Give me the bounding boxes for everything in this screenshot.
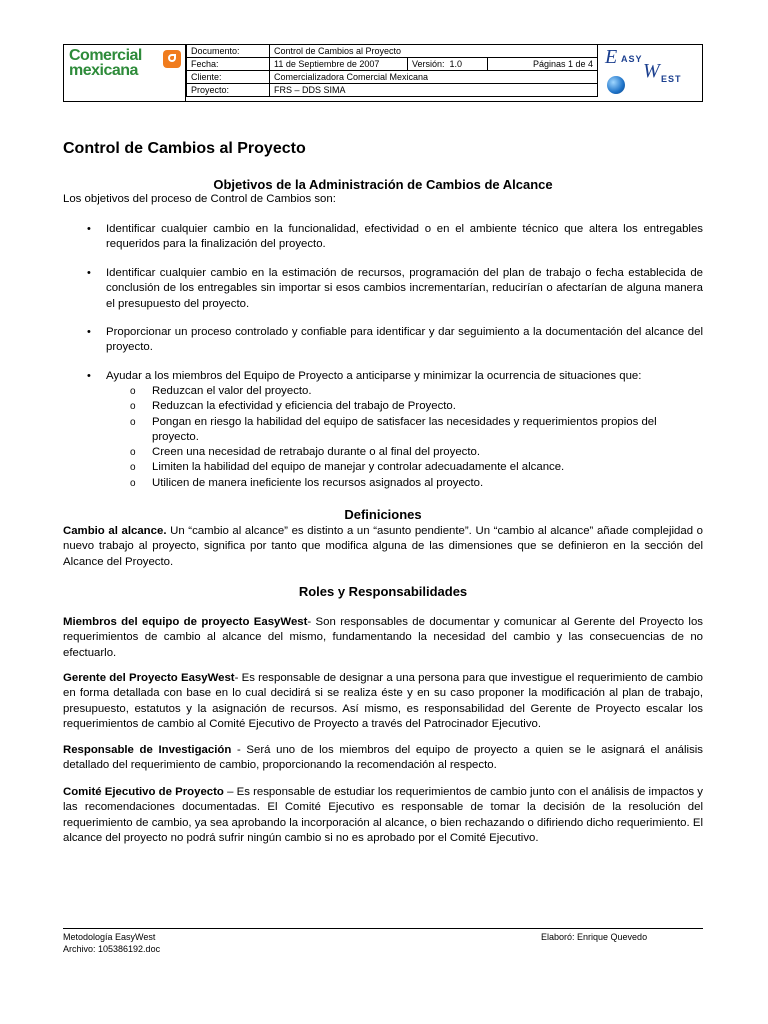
bullet-icon: • <box>87 326 91 338</box>
bullet-icon: • <box>87 370 91 382</box>
meta-label-proyecto: Proyecto: <box>187 84 270 97</box>
objetivo-sub-bullet: Reduzcan la efectividad y eficiencia del trabajo de Proyecto. <box>152 400 456 412</box>
role-term: Responsable de Investigación <box>63 744 232 756</box>
sub-bullet-icon: o <box>130 478 136 489</box>
document-meta-table <box>186 44 598 97</box>
role-text: - Son responsables de documentar y comunicar al Gerente del Proyecto los requerimientos de cambio al alcance del mismo, fundamentando la necesidad del cambio y las consecuencias de no efectuarlo. <box>63 616 703 659</box>
meta-version-label: Versión: <box>412 59 445 69</box>
heading-objetivos: Objetivos de la Administración de Cambios de Alcance <box>213 177 553 192</box>
globe-icon <box>607 76 625 94</box>
meta-row-documento <box>187 45 598 58</box>
role-item <box>63 785 703 846</box>
sub-bullet-icon: o <box>130 462 136 473</box>
meta-value-fecha: 11 de Septiembre de 2007 <box>270 58 408 71</box>
footer-methodology: Metodología EasyWest <box>63 932 156 942</box>
meta-value-cliente: Comercializadora Comercial Mexicana <box>270 71 598 84</box>
role-term: Gerente del Proyecto EasyWest <box>63 672 235 684</box>
role-text: - Será uno de los miembros del equipo de proyecto a quien se le asignará el análisis detallado del requerimiento de cambio, proporcionando la recomendación al respecto. <box>63 744 704 772</box>
objetivo-bullet: Identificar cualquier cambio en la estimación de recursos, programación del plan de trabajo o fecha establecida de conclusión de los entregables sin importar si esos cambios incrementarían, reducirían o afectarían de alguna manera el presupuesto del proyecto. <box>106 267 703 310</box>
definicion-text: Un “cambio al alcance” es distinto a un “asunto pendiente”. Un “cambio al alcance” añade complejidad o nuevo trabajo al proyecto, significa por tanto que modifica alguna de las dimensiones que se definieron en la sección del Alcance del Proyecto. <box>63 525 703 568</box>
easywest-logo: E ASY W EST <box>597 44 703 102</box>
sub-bullet-icon: o <box>130 417 136 428</box>
meta-version-value: 1.0 <box>449 59 463 69</box>
role-term: Comité Ejecutivo de Proyecto <box>63 786 224 798</box>
footer-author: Elaboró: Enrique Quevedo <box>541 932 648 942</box>
meta-row-proyecto <box>187 84 598 97</box>
role-text: - Es responsable de designar a una persona para que investigue el requerimiento de cambio en forma detallada con base en lo cual decidirá si se realiza éste y en su caso proponer la modificación al plan de trabajo, presupuesto, estatutos y la asignación de recursos. Así mismo, es responsabilidad del Gerente de Proyecto escalar los requerimientos de cambio al Comité Ejecutivo de Proyecto a través del Patrocinador Ejecutivo. <box>63 672 703 730</box>
sub-bullet-icon: o <box>130 386 136 397</box>
objetivo-bullet: Ayudar a los miembros del Equipo de Proyecto a anticiparse y minimizar la ocurrencia de situaciones que: <box>106 370 642 382</box>
comercial-mexicana-logo-text: Comercial mexicana <box>69 47 142 79</box>
objetivo-sub-bullet: Reduzcan el valor del proyecto. <box>152 385 312 397</box>
objetivo-bullet: Proporcionar un proceso controlado y confiable para identificar y dar seguimiento a la documentación del alcance del proyecto. <box>106 326 703 354</box>
meta-label-documento: Documento: <box>187 45 270 58</box>
meta-row-fecha <box>187 58 598 71</box>
pelican-icon <box>163 50 181 68</box>
meta-value-documento: Control de Cambios al Proyecto <box>270 45 598 58</box>
objetivo-sub-bullet: Utilicen de manera ineficiente los recursos asignados al proyecto. <box>152 477 484 489</box>
footer-divider <box>63 928 703 929</box>
role-term: Miembros del equipo de proyecto EasyWest <box>63 616 308 628</box>
heading-definiciones: Definiciones <box>344 507 422 522</box>
role-item <box>63 671 703 732</box>
bullet-icon: • <box>87 223 91 235</box>
sub-bullet-icon: o <box>130 401 136 412</box>
objetivo-sub-bullet: Creen una necesidad de retrabajo durante o al final del proyecto. <box>152 446 481 458</box>
objetivo-bullet: Identificar cualquier cambio en la funcionalidad, efectividad o en el ambiente técnico que altera los entregables requeridos para la finalización del proyecto. <box>106 223 703 251</box>
role-item <box>63 615 703 661</box>
objetivo-sub-bullet: Limiten la habilidad del equipo de manejar y controlar adecuadamente el alcance. <box>152 461 565 473</box>
objetivos-intro: Los objetivos del proceso de Control de Cambios son: <box>63 193 336 205</box>
role-text: – Es responsable de estudiar los requerimientos de cambio junto con el análisis de impactos y las recomendaciones documentadas. El Comité Ejecutivo es responsable de tomar la decisión de la resolución del requerimiento de cambio, ya sea aprobando la incorporación al alcance, o bien rechazando o difiriendo dicho requerimiento. El alcance del proyecto no podrá sufrir ningún cambio si no es aprobado por el Comité Ejecutivo. <box>63 786 704 844</box>
page-title: Control de Cambios al Proyecto <box>63 140 306 157</box>
footer-file: Archivo: 105386192.doc <box>63 944 161 954</box>
meta-label-fecha: Fecha: <box>187 58 270 71</box>
comercial-mexicana-logo <box>63 44 186 102</box>
meta-label-cliente: Cliente: <box>187 71 270 84</box>
bullet-icon: • <box>87 267 91 279</box>
definicion-term: Cambio al alcance. <box>63 525 167 537</box>
objetivo-sub-bullet: Pongan en riesgo la habilidad del equipo de satisfacer las necesidades y requerimientos propios del proyecto. <box>152 416 657 444</box>
sub-bullet-icon: o <box>130 447 136 458</box>
definicion-cambio-alcance <box>63 524 703 570</box>
meta-pages: Páginas 1 de 4 <box>488 58 598 71</box>
meta-value-proyecto: FRS – DDS SIMA <box>270 84 598 97</box>
meta-row-cliente <box>187 71 598 84</box>
role-item <box>63 743 703 774</box>
meta-version <box>408 58 488 71</box>
heading-roles: Roles y Responsabilidades <box>298 584 468 599</box>
